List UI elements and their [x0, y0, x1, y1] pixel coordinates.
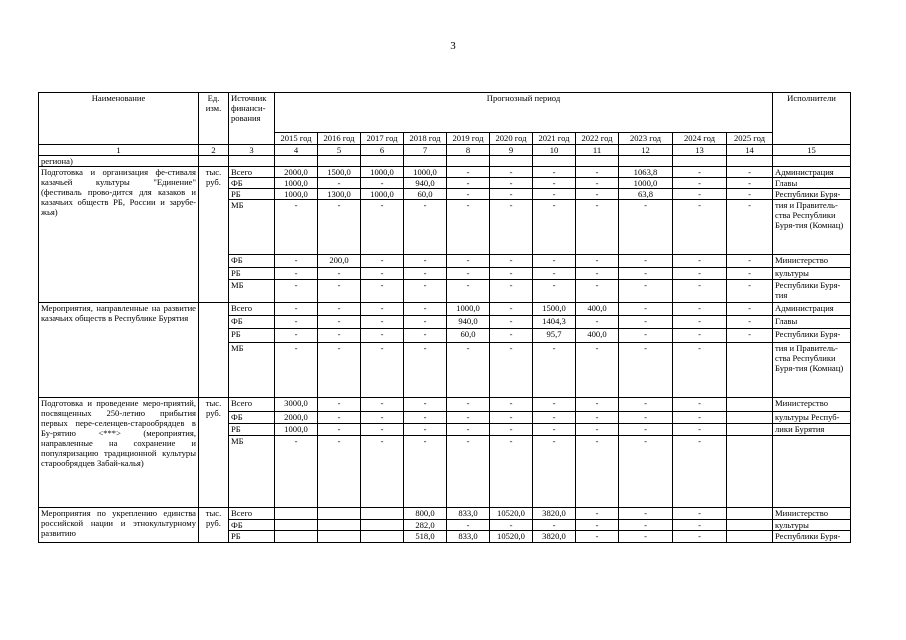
activity-name: Мероприятия по укреплению единства российской нации и этнокультурному развитию: [39, 508, 199, 543]
year-header: 2019 год: [447, 133, 490, 145]
year-header: 2023 год: [619, 133, 673, 145]
value-cell: -: [318, 436, 361, 508]
column-number: 4: [275, 145, 318, 156]
value-cell: -: [533, 412, 576, 424]
value-cell: -: [727, 200, 773, 255]
column-number: 9: [490, 145, 533, 156]
value-cell: -: [318, 280, 361, 303]
value-cell: -: [619, 255, 673, 268]
value-cell: -: [673, 200, 727, 255]
value-cell: -: [447, 398, 490, 412]
source-cell: ФБ: [229, 255, 275, 268]
value-cell: [727, 508, 773, 520]
value-cell: -: [404, 424, 447, 436]
column-number: 2: [199, 145, 229, 156]
executor-cell: Главы: [773, 178, 851, 189]
value-cell: [727, 520, 773, 531]
value-cell: -: [318, 412, 361, 424]
value-cell: 1000,0: [619, 178, 673, 189]
source-cell: МБ: [229, 436, 275, 508]
value-cell: -: [619, 303, 673, 316]
value-cell: 940,0: [404, 178, 447, 189]
value-cell: -: [490, 424, 533, 436]
value-cell: [275, 531, 318, 543]
value-cell: -: [404, 255, 447, 268]
value-cell: 1000,0: [404, 167, 447, 178]
value-cell: -: [576, 189, 619, 200]
value-cell: [727, 398, 773, 412]
value-cell: -: [673, 508, 727, 520]
value-cell: -: [447, 200, 490, 255]
executor-cell: культуры: [773, 520, 851, 531]
value-cell: -: [673, 343, 727, 398]
value-cell: -: [673, 255, 727, 268]
value-cell: -: [361, 316, 404, 329]
value-cell: 95,7: [533, 329, 576, 343]
source-cell: РБ: [229, 189, 275, 200]
value-cell: -: [576, 178, 619, 189]
value-cell: -: [404, 268, 447, 280]
executor-cell: Республики Буря-: [773, 189, 851, 200]
value-cell: -: [490, 316, 533, 329]
value-cell: 800,0: [404, 508, 447, 520]
value-cell: 1000,0: [447, 303, 490, 316]
column-number: 10: [533, 145, 576, 156]
value-cell: -: [727, 189, 773, 200]
value-cell: -: [490, 280, 533, 303]
value-cell: 1404,3: [533, 316, 576, 329]
value-cell: -: [673, 531, 727, 543]
value-cell: -: [576, 316, 619, 329]
executor-cell: тия и Правитель-ства Республики Буря-тия (Комнац): [773, 343, 851, 398]
value-cell: -: [490, 520, 533, 531]
value-cell: [727, 343, 773, 398]
column-number: 13: [673, 145, 727, 156]
value-cell: -: [490, 398, 533, 412]
value-cell: 3820,0: [533, 508, 576, 520]
value-cell: 833,0: [447, 508, 490, 520]
value-cell: -: [275, 303, 318, 316]
source-cell: МБ: [229, 280, 275, 303]
value-cell: -: [673, 280, 727, 303]
column-number: 14: [727, 145, 773, 156]
value-cell: -: [275, 255, 318, 268]
value-cell: -: [275, 329, 318, 343]
value-cell: -: [361, 436, 404, 508]
value-cell: -: [619, 280, 673, 303]
value-cell: -: [727, 316, 773, 329]
value-cell: [318, 508, 361, 520]
value-cell: -: [673, 436, 727, 508]
value-cell: -: [576, 343, 619, 398]
value-cell: -: [361, 424, 404, 436]
value-cell: -: [275, 268, 318, 280]
executor-cell: тия и Правитель-ства Республики Буря-тия (Комнац): [773, 200, 851, 255]
source-cell: ФБ: [229, 412, 275, 424]
table-row: [39, 167, 851, 178]
value-cell: -: [275, 316, 318, 329]
value-cell: 1500,0: [318, 167, 361, 178]
financing-table: [38, 92, 851, 543]
year-header: 2017 год: [361, 133, 404, 145]
value-cell: -: [275, 200, 318, 255]
source-cell: Всего: [229, 303, 275, 316]
value-cell: [318, 531, 361, 543]
header-source: Источник финанси-рования: [229, 93, 275, 145]
value-cell: -: [361, 303, 404, 316]
value-cell: -: [447, 167, 490, 178]
value-cell: -: [727, 268, 773, 280]
value-cell: 200,0: [318, 255, 361, 268]
year-header: 2021 год: [533, 133, 576, 145]
value-cell: -: [576, 268, 619, 280]
value-cell: -: [447, 436, 490, 508]
source-cell: Всего: [229, 398, 275, 412]
value-cell: -: [361, 280, 404, 303]
value-cell: -: [576, 424, 619, 436]
value-cell: [727, 436, 773, 508]
value-cell: -: [673, 189, 727, 200]
value-cell: -: [318, 178, 361, 189]
value-cell: -: [533, 167, 576, 178]
table-row: [39, 398, 851, 412]
activity-name: Мероприятия, направленные на развитие казачьих обществ в Республике Бурятия: [39, 303, 199, 398]
value-cell: -: [533, 280, 576, 303]
executor-cell: лики Бурятия: [773, 424, 851, 436]
value-cell: -: [447, 178, 490, 189]
page-number: 3: [450, 40, 456, 52]
value-cell: -: [447, 255, 490, 268]
source-cell: РБ: [229, 268, 275, 280]
value-cell: 833,0: [447, 531, 490, 543]
value-cell: 3820,0: [533, 531, 576, 543]
source-cell: ФБ: [229, 316, 275, 329]
value-cell: 1000,0: [275, 424, 318, 436]
executor-cell: Министерство: [773, 508, 851, 520]
value-cell: -: [673, 268, 727, 280]
value-cell: -: [404, 398, 447, 412]
value-cell: 10520,0: [490, 531, 533, 543]
value-cell: -: [490, 255, 533, 268]
source-cell: ФБ: [229, 520, 275, 531]
column-number: 6: [361, 145, 404, 156]
value-cell: -: [447, 280, 490, 303]
source-cell: ФБ: [229, 178, 275, 189]
value-cell: -: [619, 329, 673, 343]
value-cell: 3000,0: [275, 398, 318, 412]
source-cell: МБ: [229, 200, 275, 255]
value-cell: -: [619, 268, 673, 280]
executor-cell: культуры: [773, 268, 851, 280]
value-cell: -: [361, 412, 404, 424]
executor-cell: Республики Буря-тия: [773, 280, 851, 303]
value-cell: -: [318, 329, 361, 343]
value-cell: -: [576, 398, 619, 412]
value-cell: 400,0: [576, 329, 619, 343]
value-cell: -: [404, 303, 447, 316]
value-cell: 60,0: [447, 329, 490, 343]
value-cell: -: [490, 412, 533, 424]
value-cell: -: [533, 178, 576, 189]
value-cell: 10520,0: [490, 508, 533, 520]
value-cell: -: [576, 167, 619, 178]
unit-cell: тыс. руб.: [199, 167, 229, 303]
value-cell: -: [727, 329, 773, 343]
value-cell: 1500,0: [533, 303, 576, 316]
value-cell: -: [533, 520, 576, 531]
value-cell: -: [447, 412, 490, 424]
value-cell: -: [619, 508, 673, 520]
year-header: 2024 год: [673, 133, 727, 145]
value-cell: -: [361, 329, 404, 343]
value-cell: 282,0: [404, 520, 447, 531]
value-cell: [361, 520, 404, 531]
value-cell: -: [727, 167, 773, 178]
value-cell: -: [490, 268, 533, 280]
value-cell: -: [490, 436, 533, 508]
executor-cell: Министерство: [773, 398, 851, 412]
value-cell: 518,0: [404, 531, 447, 543]
source-cell: Всего: [229, 508, 275, 520]
value-cell: -: [447, 268, 490, 280]
value-cell: -: [673, 316, 727, 329]
value-cell: -: [318, 303, 361, 316]
value-cell: -: [361, 200, 404, 255]
value-cell: 1000,0: [361, 189, 404, 200]
carry-over-text: региона): [39, 156, 199, 167]
header-name: Наименование: [39, 93, 199, 145]
column-number: 12: [619, 145, 673, 156]
value-cell: -: [673, 424, 727, 436]
value-cell: -: [318, 424, 361, 436]
value-cell: -: [447, 424, 490, 436]
value-cell: -: [361, 255, 404, 268]
header-unit: Ед. изм.: [199, 93, 229, 145]
value-cell: -: [533, 343, 576, 398]
executor-cell: культуры Респуб-: [773, 412, 851, 424]
value-cell: -: [727, 303, 773, 316]
value-cell: -: [361, 268, 404, 280]
value-cell: -: [576, 200, 619, 255]
value-cell: -: [727, 255, 773, 268]
value-cell: 1000,0: [275, 178, 318, 189]
unit-cell: [199, 303, 229, 398]
value-cell: -: [490, 303, 533, 316]
value-cell: [275, 508, 318, 520]
executor-cell: Главы: [773, 316, 851, 329]
source-cell: РБ: [229, 424, 275, 436]
column-number: 5: [318, 145, 361, 156]
executor-cell: Министерство: [773, 255, 851, 268]
executor-cell: Администрация: [773, 303, 851, 316]
value-cell: -: [490, 178, 533, 189]
value-cell: -: [533, 255, 576, 268]
value-cell: -: [673, 178, 727, 189]
value-cell: -: [727, 280, 773, 303]
value-cell: 2000,0: [275, 412, 318, 424]
executor-cell: Республики Буря-: [773, 531, 851, 543]
value-cell: [361, 508, 404, 520]
value-cell: [361, 531, 404, 543]
value-cell: -: [619, 200, 673, 255]
value-cell: -: [361, 178, 404, 189]
value-cell: -: [576, 280, 619, 303]
activity-name: Подготовка и проведение меро-приятий, посвященных 250-летию прибытия первых пере-селенцев-старообрядцев в Бу-рятию <***> (мероприятия, направленные на сохранение и популяризацию традиционной культуры старообрядцев Забай-калья): [39, 398, 199, 508]
value-cell: -: [404, 200, 447, 255]
value-cell: -: [619, 316, 673, 329]
value-cell: -: [533, 424, 576, 436]
value-cell: -: [404, 343, 447, 398]
year-header: 2018 год: [404, 133, 447, 145]
year-header: 2016 год: [318, 133, 361, 145]
value-cell: [275, 520, 318, 531]
column-number: 3: [229, 145, 275, 156]
value-cell: -: [318, 398, 361, 412]
value-cell: -: [576, 412, 619, 424]
value-cell: 1063,8: [619, 167, 673, 178]
value-cell: -: [490, 329, 533, 343]
value-cell: -: [619, 412, 673, 424]
unit-cell: тыс. руб.: [199, 508, 229, 543]
value-cell: -: [361, 343, 404, 398]
value-cell: -: [318, 316, 361, 329]
year-header: 2020 год: [490, 133, 533, 145]
value-cell: -: [619, 520, 673, 531]
value-cell: -: [673, 398, 727, 412]
source-cell: МБ: [229, 343, 275, 398]
value-cell: -: [533, 436, 576, 508]
value-cell: -: [275, 343, 318, 398]
value-cell: -: [404, 436, 447, 508]
value-cell: -: [673, 167, 727, 178]
value-cell: -: [673, 303, 727, 316]
value-cell: -: [576, 520, 619, 531]
year-header: 2025 год: [727, 133, 773, 145]
value-cell: -: [576, 531, 619, 543]
executor-cell: Республики Буря-: [773, 329, 851, 343]
table-row: [39, 303, 851, 316]
value-cell: -: [727, 178, 773, 189]
value-cell: -: [275, 436, 318, 508]
value-cell: -: [619, 436, 673, 508]
value-cell: [318, 520, 361, 531]
value-cell: [727, 424, 773, 436]
table-row: [39, 508, 851, 520]
executor-cell: Администрация: [773, 167, 851, 178]
value-cell: -: [619, 424, 673, 436]
value-cell: -: [490, 343, 533, 398]
header-period: Прогнозный период: [275, 93, 773, 133]
year-header: 2015 год: [275, 133, 318, 145]
value-cell: 1300,0: [318, 189, 361, 200]
value-cell: -: [318, 200, 361, 255]
value-cell: [727, 531, 773, 543]
value-cell: -: [404, 329, 447, 343]
value-cell: 2000,0: [275, 167, 318, 178]
column-number: 15: [773, 145, 851, 156]
value-cell: -: [318, 343, 361, 398]
value-cell: 60,0: [404, 189, 447, 200]
column-number: 8: [447, 145, 490, 156]
value-cell: -: [404, 316, 447, 329]
value-cell: -: [619, 531, 673, 543]
value-cell: -: [404, 280, 447, 303]
value-cell: -: [404, 412, 447, 424]
value-cell: -: [576, 255, 619, 268]
year-header: 2022 год: [576, 133, 619, 145]
column-number: 7: [404, 145, 447, 156]
value-cell: -: [576, 436, 619, 508]
source-cell: РБ: [229, 329, 275, 343]
value-cell: -: [619, 398, 673, 412]
value-cell: 400,0: [576, 303, 619, 316]
value-cell: -: [533, 200, 576, 255]
value-cell: -: [673, 412, 727, 424]
source-cell: РБ: [229, 531, 275, 543]
value-cell: -: [673, 520, 727, 531]
value-cell: -: [490, 167, 533, 178]
value-cell: -: [533, 189, 576, 200]
value-cell: -: [275, 280, 318, 303]
value-cell: 940,0: [447, 316, 490, 329]
value-cell: -: [533, 268, 576, 280]
value-cell: 63,8: [619, 189, 673, 200]
value-cell: -: [490, 200, 533, 255]
value-cell: -: [490, 189, 533, 200]
value-cell: -: [361, 398, 404, 412]
value-cell: [727, 412, 773, 424]
value-cell: -: [318, 268, 361, 280]
activity-name: Подготовка и организация фе-стиваля казачьей культуры "Единение" (фестиваль прово-дится для казаков и казачьих обществ РБ, России и зарубе-жья): [39, 167, 199, 303]
value-cell: 1000,0: [361, 167, 404, 178]
value-cell: 1000,0: [275, 189, 318, 200]
value-cell: -: [447, 189, 490, 200]
source-cell: Всего: [229, 167, 275, 178]
value-cell: -: [533, 398, 576, 412]
value-cell: -: [447, 343, 490, 398]
column-number: 11: [576, 145, 619, 156]
value-cell: -: [673, 329, 727, 343]
column-number: 1: [39, 145, 199, 156]
value-cell: -: [619, 343, 673, 398]
value-cell: -: [447, 520, 490, 531]
value-cell: -: [576, 508, 619, 520]
executor-cell: [773, 436, 851, 508]
header-executors: Исполнители: [773, 93, 851, 145]
unit-cell: тыс. руб.: [199, 398, 229, 508]
